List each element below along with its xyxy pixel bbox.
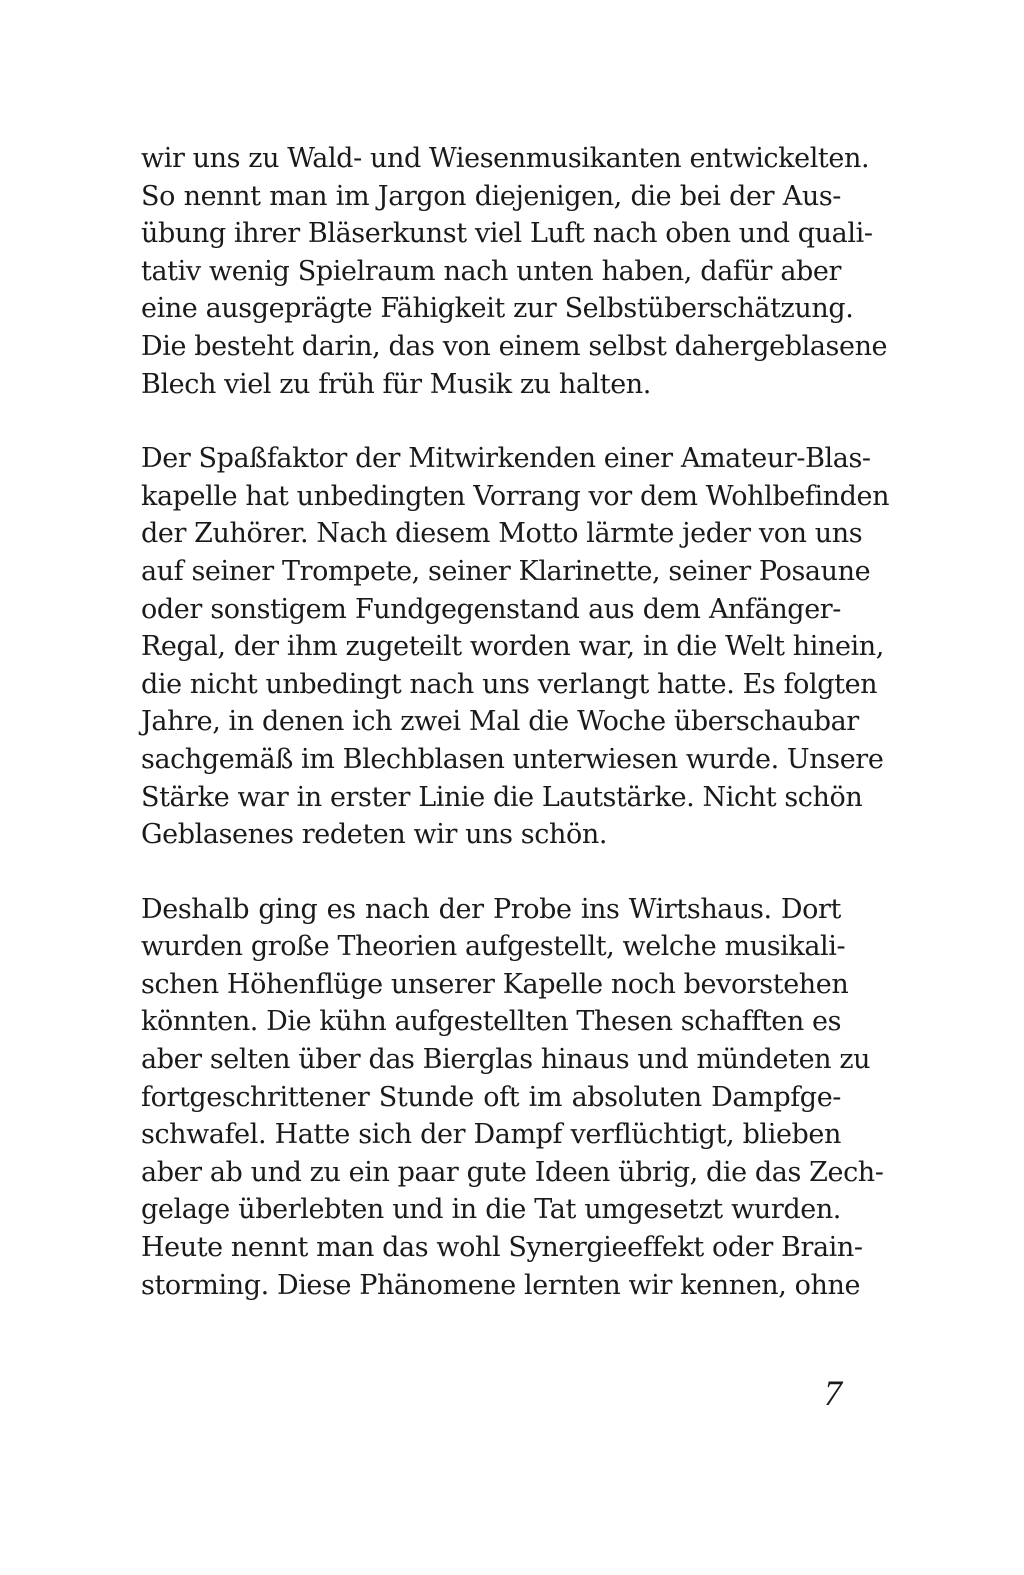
text-line: Regal, der ihm zugeteilt worden war, in die Welt hinein, (141, 631, 884, 663)
paragraph-1 (141, 140, 888, 403)
text-line: Der Spaßfaktor der Mitwirkenden einer Amateur-Blas- (141, 443, 871, 475)
text-line: Geblasenes redeten wir uns schön. (141, 819, 607, 851)
text-line: eine ausgeprägte Fähigkeit zur Selbstüberschätzung. (141, 293, 854, 325)
text-line: könnten. Die kühn aufgestellten Thesen schafften es (141, 1006, 842, 1038)
page-text-block (141, 140, 890, 1341)
text-line: tativ wenig Spielraum nach unten haben, dafür aber (141, 255, 841, 287)
text-line: auf seiner Trompete, seiner Klarinette, seiner Posaune (141, 555, 871, 587)
text-line: sachgemäß im Blechblasen unterwiesen wurde. Unsere (141, 743, 884, 775)
paragraph-3 (141, 891, 884, 1305)
text-line: wurden große Theorien aufgestellt, welche musikali- (141, 931, 846, 963)
text-line: Blech viel zu früh für Musik zu halten. (141, 368, 651, 400)
text-line: der Zuhörer. Nach diesem Motto lärmte jeder von uns (141, 518, 863, 550)
text-line: storming. Diese Phänomene lernten wir kennen, ohne (141, 1269, 861, 1301)
text-line: aber ab und zu ein paar gute Ideen übrig, die das Zech- (141, 1156, 884, 1188)
text-line: schwafel. Hatte sich der Dampf verflüchtigt, blieben (141, 1119, 841, 1151)
text-line: oder sonstigem Fundgegenstand aus dem Anfänger- (141, 593, 841, 625)
paragraph-2 (141, 440, 890, 854)
text-line: Heute nennt man das wohl Synergieeffekt oder Brain- (141, 1232, 863, 1264)
text-line: schen Höhenflüge unserer Kapelle noch bevorstehen (141, 968, 849, 1000)
text-line: aber selten über das Bierglas hinaus und mündeten zu (141, 1044, 871, 1076)
text-line: übung ihrer Bläserkunst viel Luft nach oben und quali- (141, 218, 873, 250)
text-line: wir uns zu Wald- und Wiesenmusikanten entwickelten. (141, 143, 870, 174)
page-number: 7 (824, 1373, 842, 1413)
text-line: fortgeschrittener Stunde oft im absoluten Dampfge- (141, 1081, 841, 1113)
text-line: Die besteht darin, das von einem selbst dahergeblasene (141, 330, 888, 362)
text-line: So nennt man im Jargon diejenigen, die bei der Aus- (141, 180, 841, 212)
text-line: Deshalb ging es nach der Probe ins Wirtshaus. Dort (141, 893, 841, 925)
text-line: Jahre, in denen ich zwei Mal die Woche überschaubar (141, 706, 859, 738)
text-line: gelage überlebten und in die Tat umgesetzt wurden. (141, 1194, 841, 1226)
text-line: die nicht unbedingt nach uns verlangt hatte. Es folgten (141, 668, 878, 700)
text-line: Stärke war in erster Linie die Lautstärke. Nicht schön (141, 781, 863, 813)
text-line: kapelle hat unbedingten Vorrang vor dem Wohlbefinden (141, 480, 890, 512)
